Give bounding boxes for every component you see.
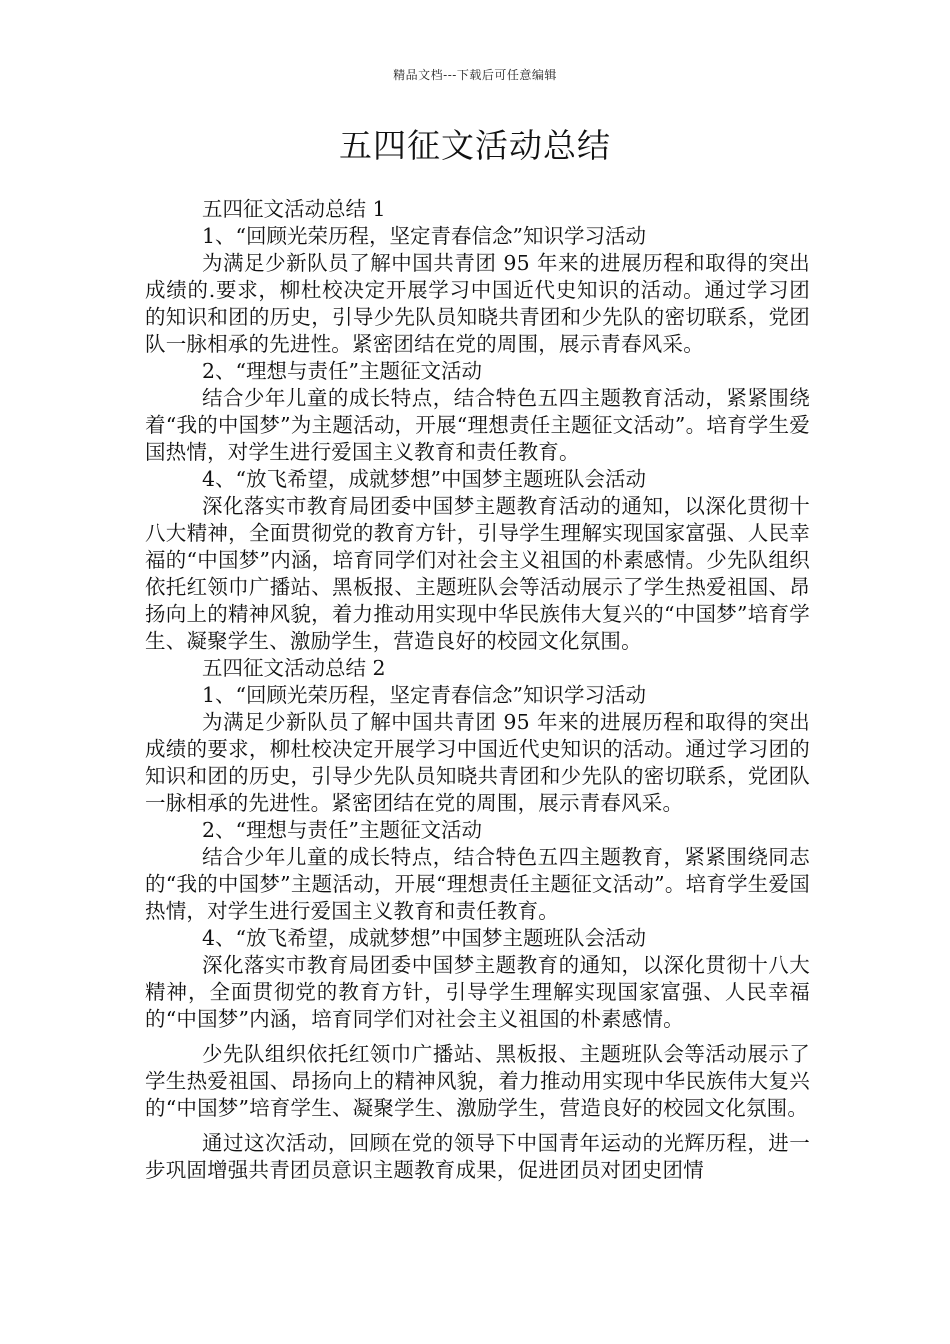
paragraph-1-1: 为满足少新队员了解中国共青团 95 年来的进展历程和取得的突出成绩的.要求，柳杜校决定开展学习中国近代史知识的活动。通过学习团的知识和团的历史，引导少先队员知晓共青团和少先队的密切联系，党团队一脉相承的先进性。紧密团结在党的周围，展示青春风采。	[145, 251, 810, 356]
header-note: 精品文档---下载后可任意编辑	[393, 68, 557, 82]
paragraph-1-4: 深化落实市教育局团委中国梦主题教育活动的通知，以深化贯彻十八大精神，全面贯彻党的教育方针，引导学生理解实现国家富强、人民幸福的“中国梦”内涵，培育同学们对社会主义祖国的朴素感情。少先队组织依托红领巾广播站、黑板报、主题班队会等活动展示了学生热爱祖国、昂扬向上的精神风貌，着力推动用实现中华民族伟大复兴的“中国梦”培育学生、凝聚学生、激励学生，营造良好的校园文化氛围。	[145, 494, 810, 653]
item-heading-2-2: 2、“理想与责任”主题征文活动	[202, 818, 483, 842]
paragraph-2-5: 少先队组织依托红领巾广播站、黑板报、主题班队会等活动展示了学生热爱祖国、昂扬向上的精神风貌，着力推动用实现中华民族伟大复兴的“中国梦”培育学生、凝聚学生、激励学生，营造良好的校园文化氛围。	[145, 1042, 810, 1120]
document-title: 五四征文活动总结	[339, 126, 611, 165]
document-body	[145, 196, 810, 1184]
item-heading-1-2: 2、“理想与责任”主题征文活动	[202, 359, 483, 383]
item-heading-2-4: 4、“放飞希望，成就梦想”中国梦主题班队会活动	[202, 926, 647, 950]
item-heading-1-4: 4、“放飞希望，成就梦想”中国梦主题班队会活动	[202, 467, 647, 491]
item-heading-2-1: 1、“回顾光荣历程，坚定青春信念”知识学习活动	[202, 683, 647, 707]
paragraph-2-2: 结合少年儿童的成长特点，结合特色五四主题教育，紧紧围绕同志的“我的中国梦”主题活动，开展“理想责任主题征文活动”。培育学生爱国热情，对学生进行爱国主义教育和责任教育。	[145, 845, 810, 923]
paragraph-2-6: 通过这次活动，回顾在党的领导下中国青年运动的光辉历程，进一步巩固增强共青团员意识主题教育成果，促进团员对团史团情	[145, 1131, 810, 1182]
section-heading-2: 五四征文活动总结 2	[202, 656, 386, 680]
paragraph-2-4: 深化落实市教育局团委中国梦主题教育的通知，以深化贯彻十八大精神，全面贯彻党的教育方针，引导学生理解实现国家富强、人民幸福的“中国梦”内涵，培育同学们对社会主义祖国的朴素感情。	[145, 953, 810, 1031]
paragraph-1-2: 结合少年儿童的成长特点，结合特色五四主题教育活动，紧紧围绕着“我的中国梦”为主题活动，开展“理想责任主题征文活动”。培育学生爱国热情，对学生进行爱国主义教育和责任教育。	[145, 386, 810, 464]
paragraph-2-1: 为满足少新队员了解中国共青团 95 年来的进展历程和取得的突出成绩的要求，柳杜校决定开展学习中国近代史知识的活动。通过学习团的知识和团的历史，引导少先队员知晓共青团和少先队的密切联系，党团队一脉相承的先进性。紧密团结在党的周围，展示青春风采。	[145, 710, 810, 815]
item-heading-1-1: 1、“回顾光荣历程，坚定青春信念”知识学习活动	[202, 224, 647, 248]
section-heading-1: 五四征文活动总结 1	[202, 197, 386, 221]
